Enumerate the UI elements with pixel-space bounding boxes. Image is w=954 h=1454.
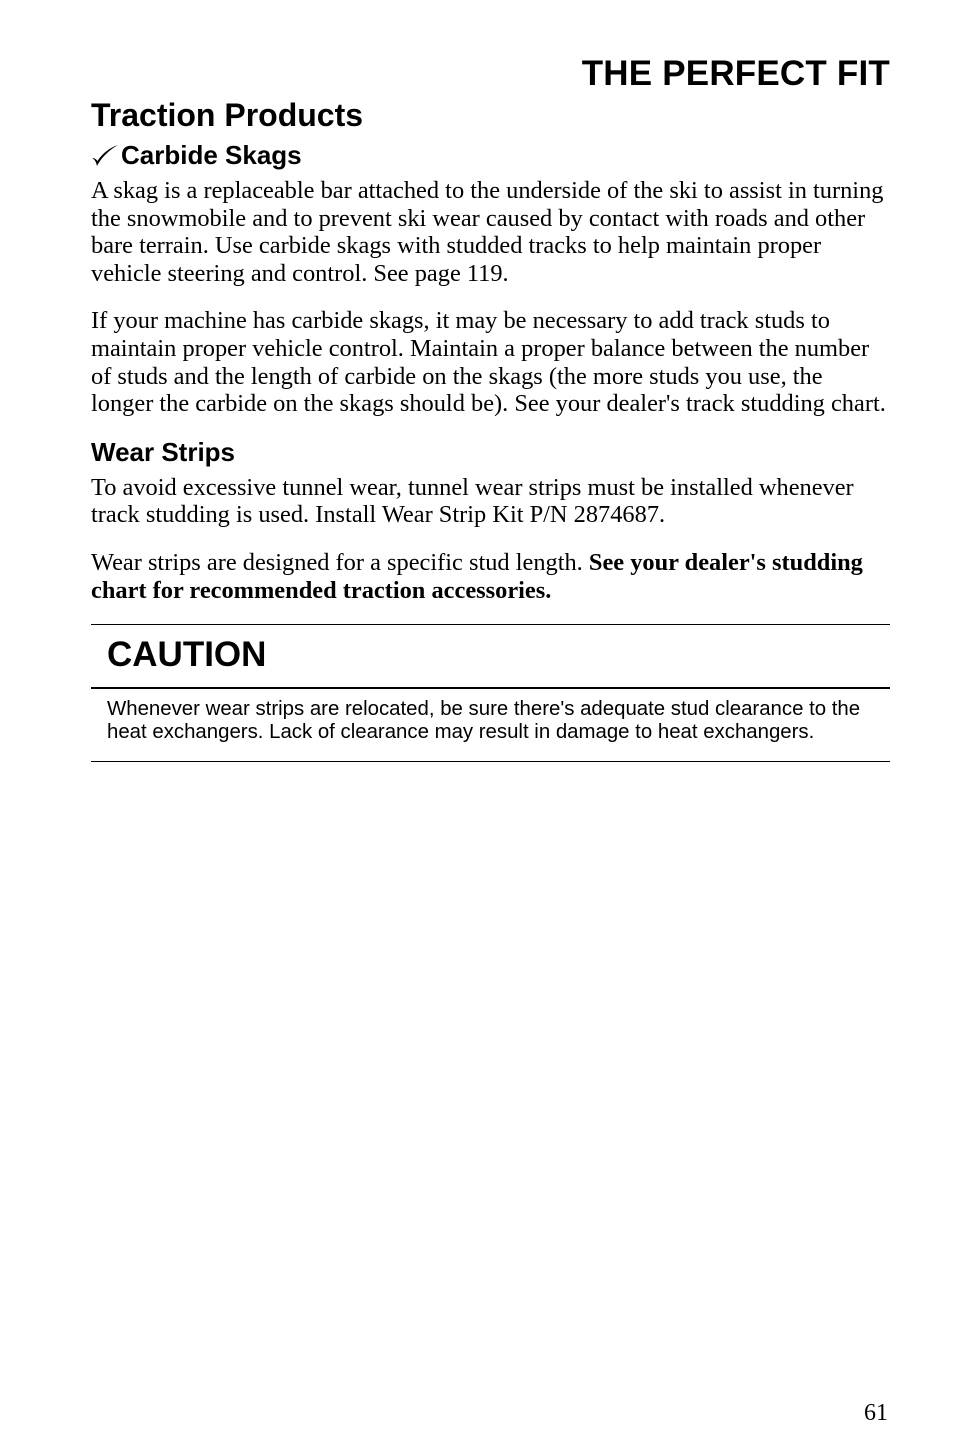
carbide-skags-paragraph-2: If your machine has carbide skags, it may be necessary to add track studs to maintain proper vehicle control. Maintain a proper balance between the number of studs and the length of carbide on the skags (the more studs you use, the longer the carbide on the skags should be). See your dealer's track studding chart. [91,307,886,418]
caution-header [91,625,890,689]
caution-text: Whenever wear strips are relocated, be sure there's adequate stud clearance to the heat exchangers. Lack of clearance may result in damage to heat exchangers. [107,698,861,744]
carbide-skags-heading [91,139,890,171]
wear-strips-paragraph-2 [91,549,890,604]
caution-title: CAUTION [107,635,267,675]
wear-strips-bold-text: See your dealer's studding chart for recommended traction accessories. [91,548,863,604]
page-number: 61 [864,1400,888,1426]
chapter-title: THE PERFECT FIT [581,54,890,93]
page-content [91,95,890,762]
wear-strips-title: Wear Strips [91,436,236,467]
wear-strips-paragraph-1: To avoid excessive tunnel wear, tunnel wear strips must be installed whenever track studding is used. Install Wear Strip Kit P/N 2874687. [91,473,854,529]
carbide-skags-title: Carbide Skags [121,140,302,170]
caution-box [91,624,890,762]
carbide-skags-paragraph-1: A skag is a replaceable bar attached to the underside of the ski to assist in turning the snowmobile and to prevent ski wear caused by contact with roads and other bare terrain. Use carbide skags with studded tracks to help maintain proper vehicle steering and control. See page 119. [91,177,884,287]
check-mark-icon [91,142,119,168]
section-title: Traction Products [91,97,364,133]
wear-strips-plain-text: Wear strips are designed for a specific stud length. [91,548,589,576]
